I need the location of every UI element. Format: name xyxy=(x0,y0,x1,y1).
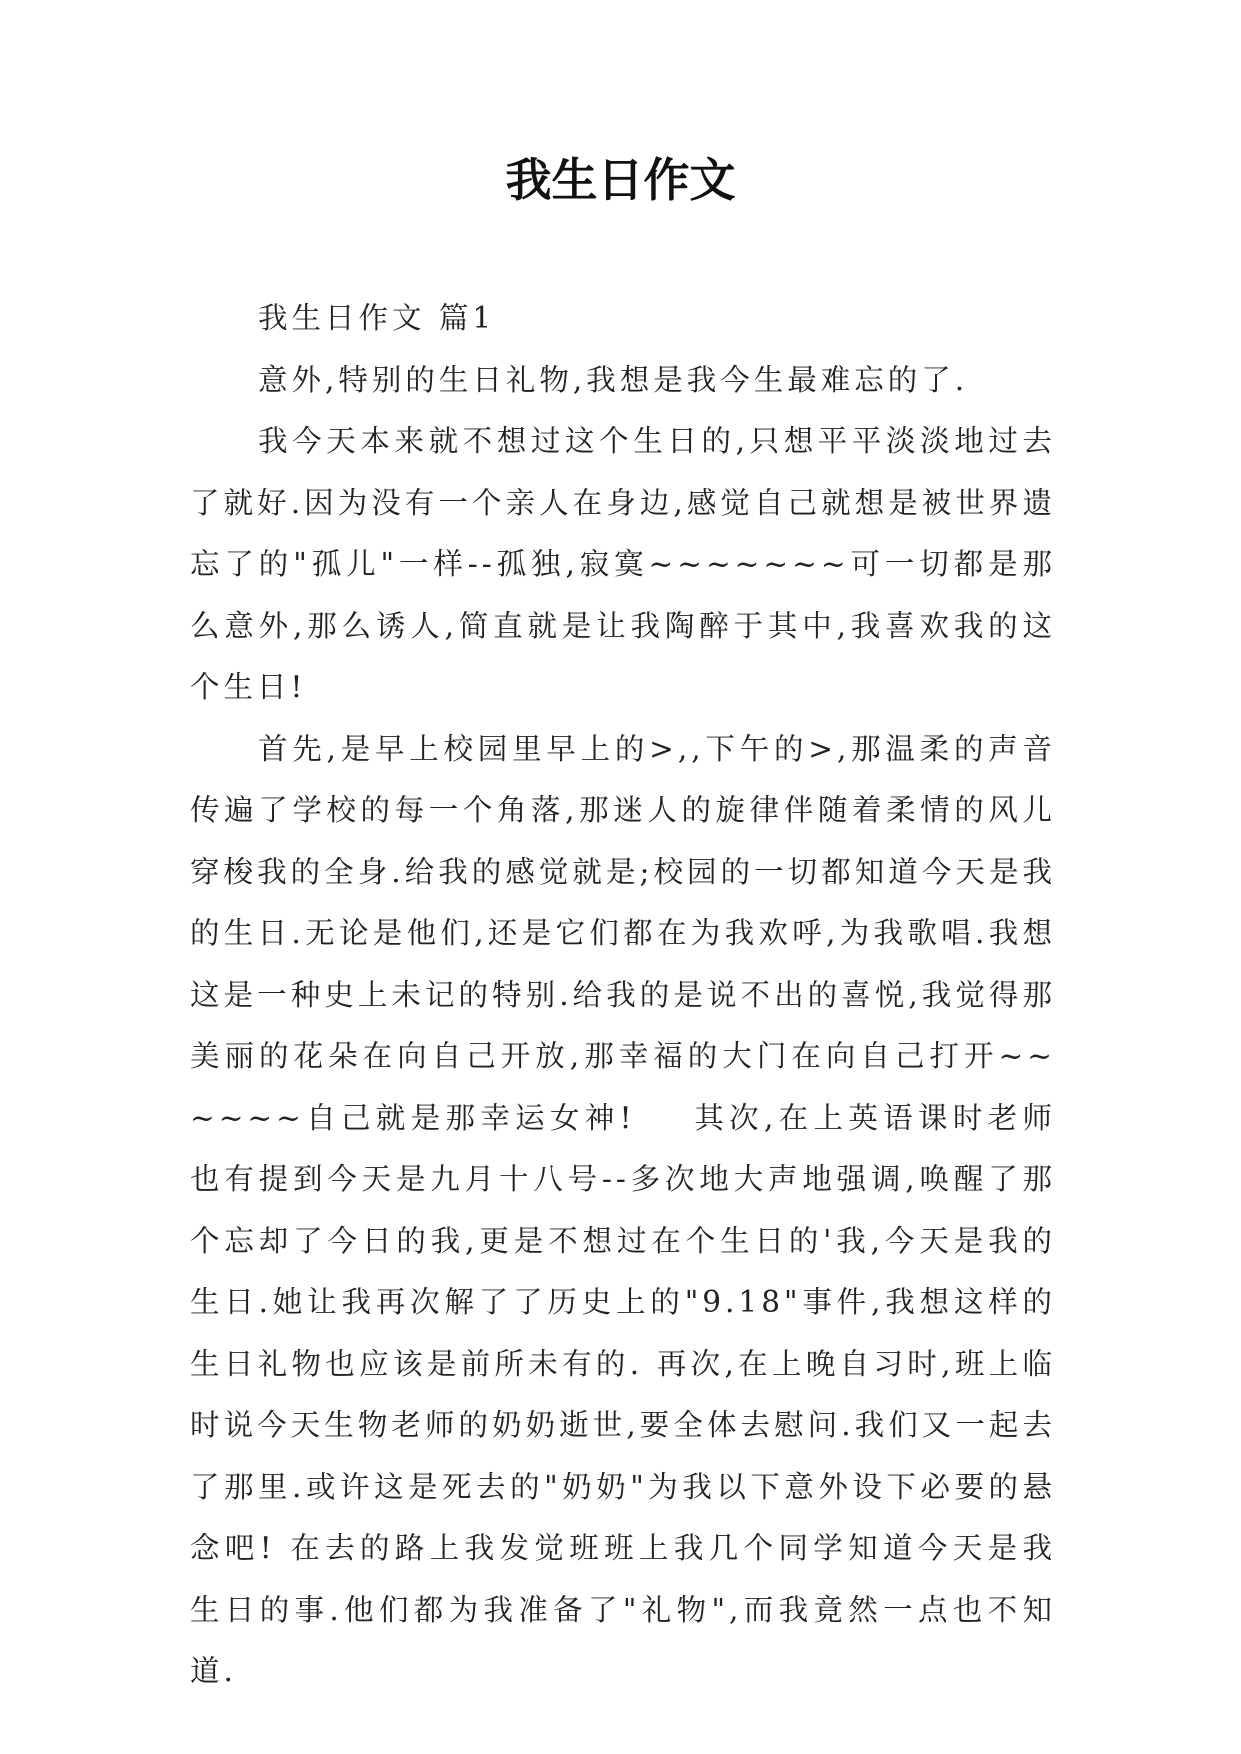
article-body xyxy=(190,288,1056,1703)
page-title: 我生日作文 xyxy=(505,153,736,207)
paragraph: 我今天本来就不想过这个生日的,只想平平淡淡地过去了就好.因为没有一个亲人在身边,感觉自己就想是被世界遗忘了的"孤儿"一样--孤独,寂寞~~~~~~~可一切都是那么意外,那么诱人,简直就是让我陶醉于其中,我喜欢我的这个生日! xyxy=(190,424,1056,704)
paragraph: 意外,特别的生日礼物,我想是我今生最难忘的了. xyxy=(258,362,969,397)
paragraph: 首先,是早上校园里早上的>,,下午的>,那温柔的声音传遍了学校的每一个角落,那迷人的旋律伴随着柔情的风儿穿梭我的全身.给我的感觉就是;校园的一切都知道今天是我的生日.无论是他们,还是它们都在为我欢呼,为我歌唱.我想这是一种史上未记的特别.给我的是说不出的喜悦,我觉得那美丽的花朵在向自己开放,那幸福的大门在向自己打开~~~~~~自己就是那幸运女神! 其次,在上英语课时老师也有提到今天是九月十八号--多次地大声地强调,唤醒了那个忘却了今日的我,更是不想过在个生日的'我,今天是我的生日.她让我再次解了了历史上的"9.18"事件,我想这样的生日礼物也应该是前所未有的. 再次,在上晚自习时,班上临时说今天生物老师的奶奶逝世,要全体去慰问.我们又一起去了那里.或许这是死去的"奶奶"为我以下意外设下必要的悬念吧! 在去的路上我发觉班班上我几个同学知道今天是我生日的事.他们都为我准备了"礼物",而我竟然一点也不知道. xyxy=(190,731,1056,1688)
section-heading: 我生日作文 篇1 xyxy=(258,301,496,335)
